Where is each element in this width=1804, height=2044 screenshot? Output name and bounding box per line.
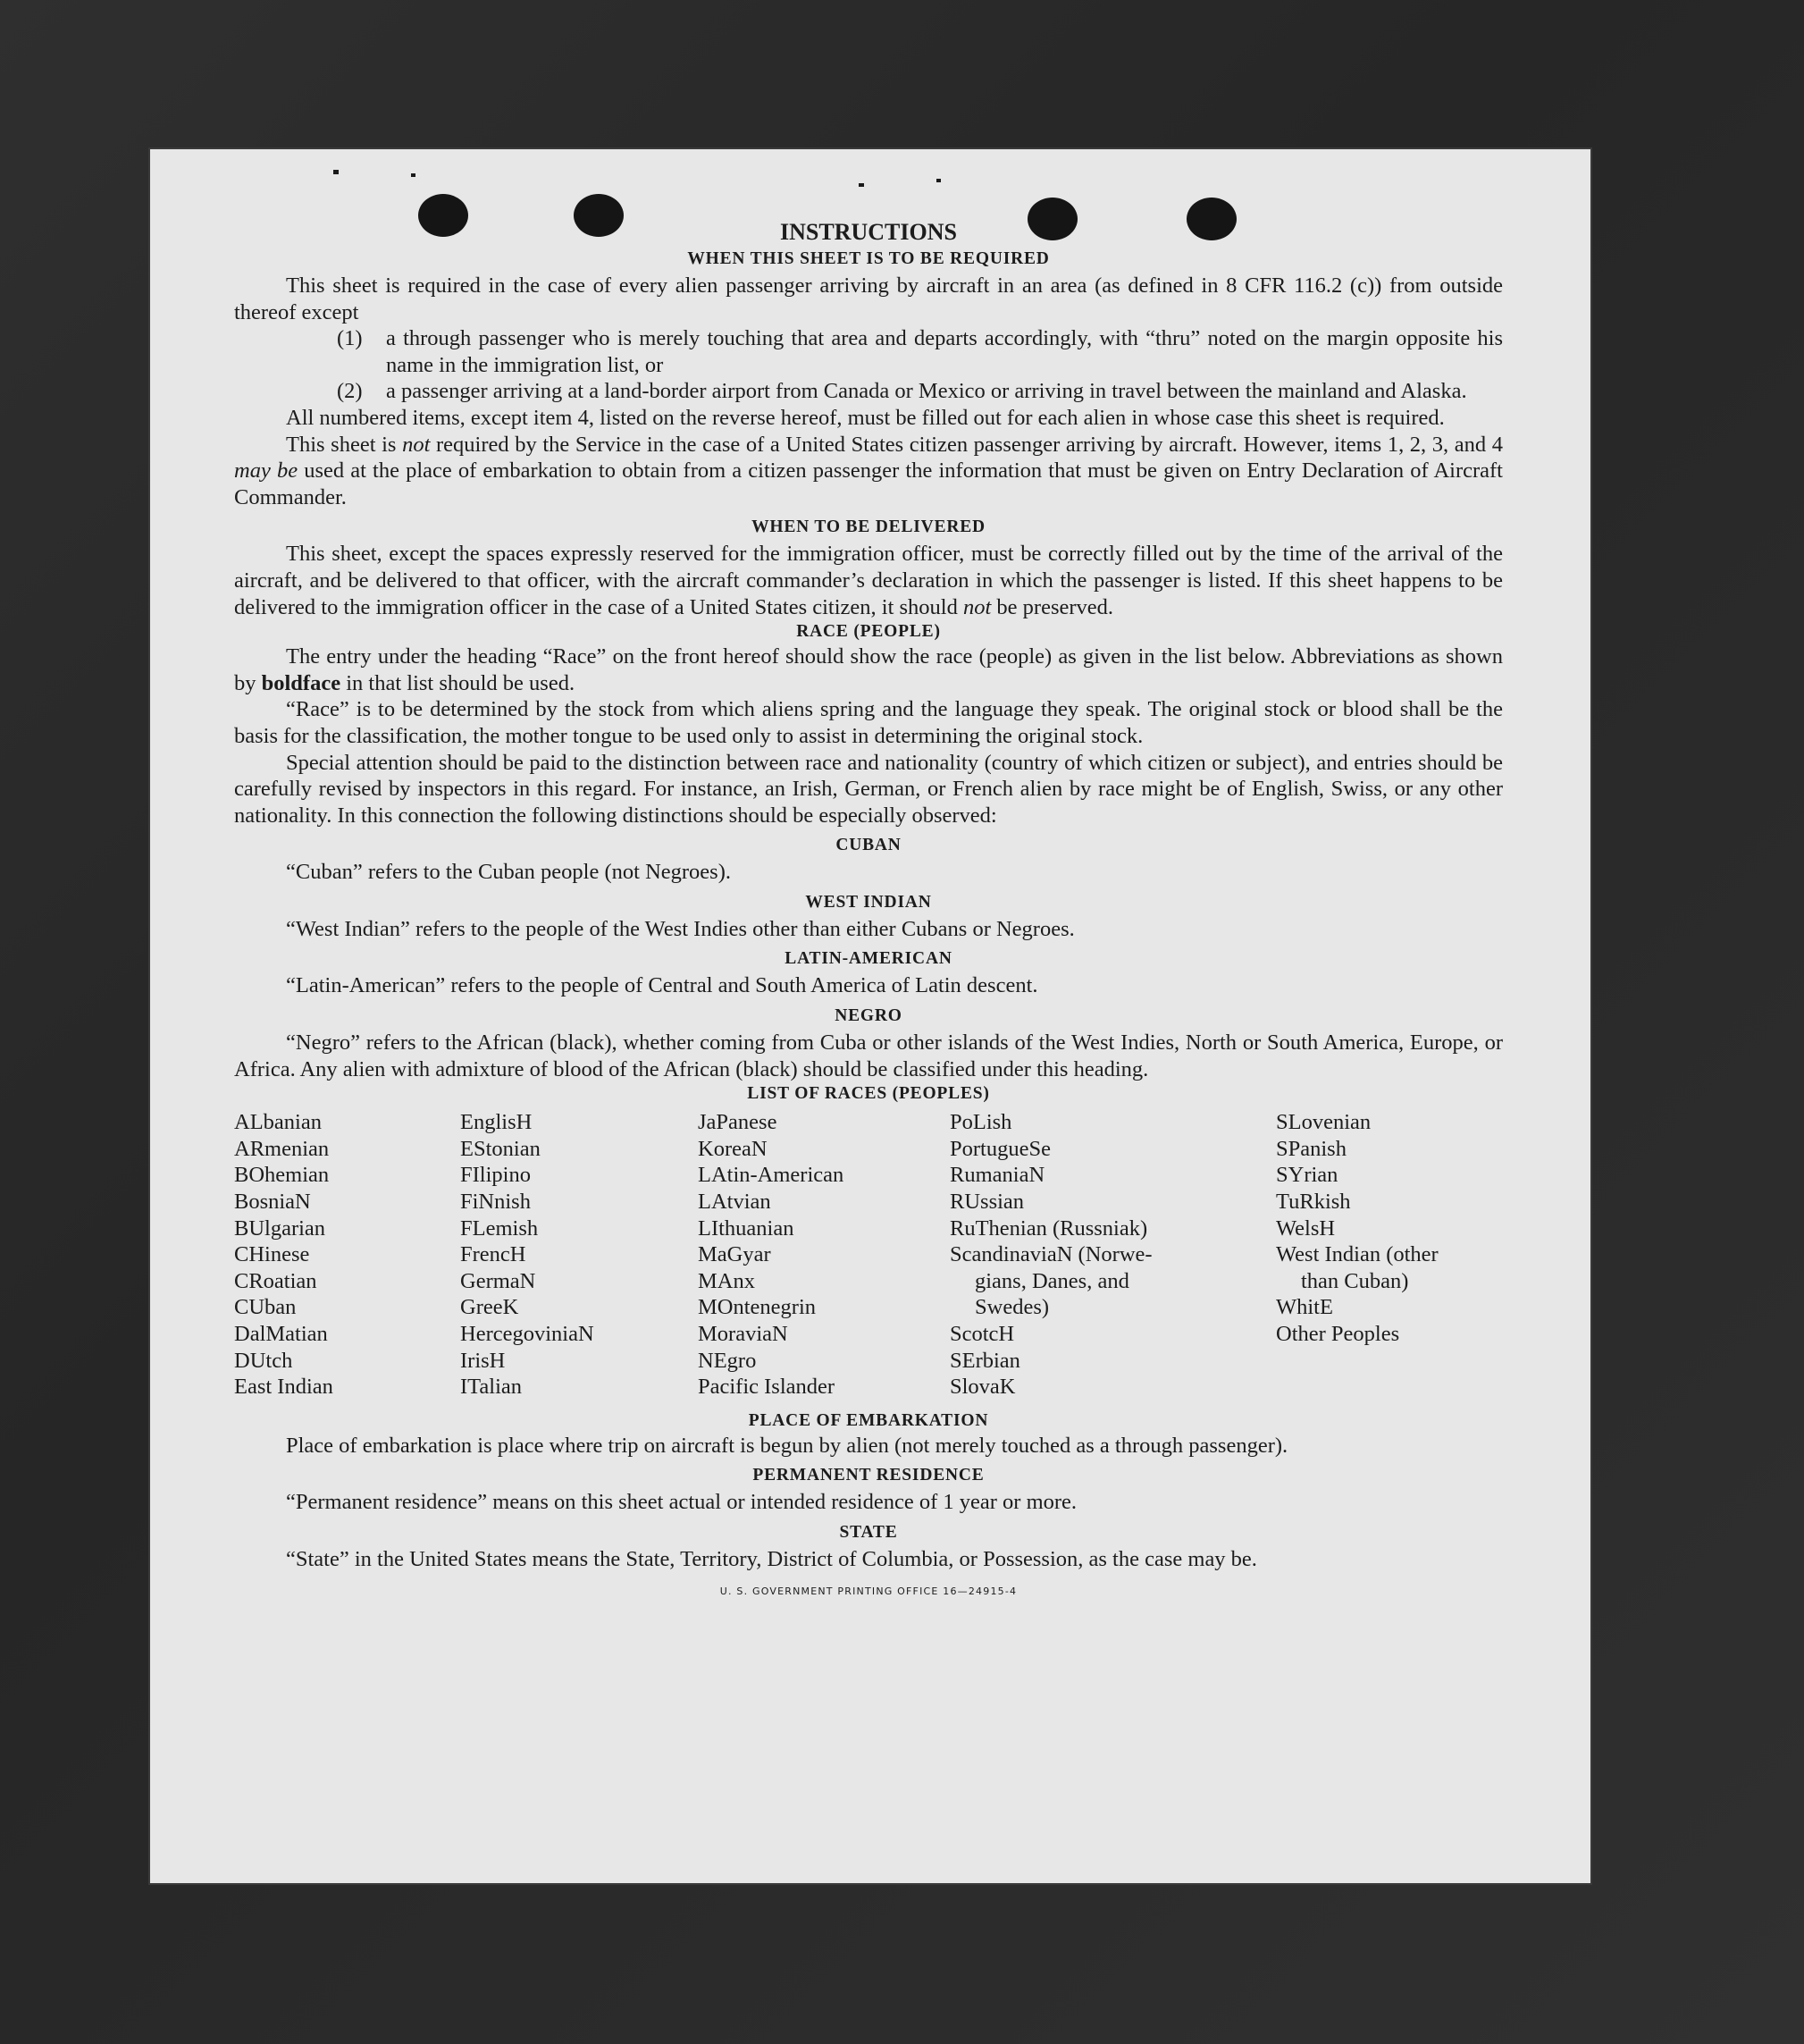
race-entry: FiNnish <box>460 1190 531 1215</box>
race-entry: ScotcH <box>950 1322 1015 1346</box>
race-entry: SErbian <box>950 1348 1020 1373</box>
text-run: This sheet is <box>286 432 403 457</box>
race-entry: LIthuanian <box>698 1215 794 1241</box>
text-run: required by the Service in the case of a United States citizen passenger arriving by aircraft. However, items 1, 2, 3, and 4 <box>430 432 1503 457</box>
paragraph: “Permanent residence” means on this sheet actual or intended residence of 1 year or more. <box>286 1490 1078 1515</box>
paragraph: This sheet is required in the case of every alien passenger arriving by aircraft in an area (as defined in 8 CFR 116.2 (c)) from outside thereof except <box>234 273 1503 324</box>
paragraph: Special attention should be paid to the distinction between race and nationality (country of which citizen or subject), and entries should be carefully revised by inspectors in this regard. For instance, an Irish, German, or French alien by race might be of English, Swiss, or any other nationality. In this connection the following distinctions should be especially observed: <box>234 750 1503 828</box>
race-entry: BosniaN <box>234 1190 311 1215</box>
item-text: a through passenger who is merely touching that area and departs accordingly, with “thru” noted on the margin opposite his name in the immigration list, or <box>386 326 1503 377</box>
race-entry: SlovaK <box>950 1375 1016 1400</box>
race-entry: CRoatian <box>234 1268 317 1293</box>
race-entry: Swedes) <box>975 1295 1050 1320</box>
heading-when-delivered: WHEN TO BE DELIVERED <box>751 517 986 537</box>
race-entry: HercegoviniaN <box>460 1322 594 1346</box>
heading-latin-american: LATIN-AMERICAN <box>785 949 952 969</box>
race-entry: EnglisH <box>460 1110 533 1135</box>
race-entry: ScandinaviaN (Norwe- <box>950 1242 1153 1267</box>
race-entry: East Indian <box>234 1375 333 1400</box>
scan-speck <box>936 179 941 182</box>
race-entry: FLemish <box>460 1215 539 1241</box>
race-entry: ITalian <box>460 1375 523 1400</box>
text-run: in that list should be used. <box>340 670 575 695</box>
scan-speck <box>333 170 339 174</box>
paragraph <box>234 541 1503 620</box>
heading-permanent-residence: PERMANENT RESIDENCE <box>752 1466 985 1485</box>
instructions-text <box>234 219 1503 1604</box>
race-entry: BUlgarian <box>234 1215 326 1241</box>
paragraph: “Latin-American” refers to the people of Central and South America of Latin descent. <box>286 973 1038 998</box>
text-run: The entry under the heading “Race” on the front hereof should show the race (people) as given in the list below. Abbreviations as shown by <box>234 644 1503 695</box>
race-entry: DalMatian <box>234 1322 328 1346</box>
race-entry: DUtch <box>234 1348 293 1373</box>
race-entry: SPanish <box>1276 1136 1347 1161</box>
text-run: used at the place of embarkation to obtain from a citizen passenger the information that must be given on Entry Declaration of Aircraft Commander. <box>234 458 1503 509</box>
paragraph: “Race” is to be determined by the stock from which aliens spring and the language they speak. The original stock or blood shall be the basis for the classification, the mother tongue to be used only to assist in determining the original stock. <box>234 697 1503 748</box>
page-title: INSTRUCTIONS <box>780 219 957 245</box>
race-entry: JaPanese <box>698 1110 777 1135</box>
race-entry: MaGyar <box>698 1242 771 1267</box>
race-entry: PortugueSe <box>950 1136 1051 1161</box>
race-entry: MAnx <box>698 1268 755 1293</box>
race-entry: FIlipino <box>460 1163 531 1188</box>
heading-when-required: WHEN THIS SHEET IS TO BE REQUIRED <box>687 249 1050 268</box>
race-entry: GermaN <box>460 1268 536 1293</box>
heading-list-of-races: LIST OF RACES (PEOPLES) <box>747 1084 990 1104</box>
races-table <box>234 1109 1503 1401</box>
item-number: (2) <box>337 379 363 404</box>
race-entry: WelsH <box>1276 1215 1336 1241</box>
paragraph: “State” in the United States means the State, Territory, District of Columbia, or Possession, as the case may be. <box>286 1546 1257 1571</box>
heading-cuban: CUBAN <box>835 836 902 855</box>
race-entry: LAtvian <box>698 1190 771 1215</box>
race-entry: LAtin-American <box>698 1163 844 1188</box>
paragraph: “Negro” refers to the African (black), whether coming from Cuba or other islands of the West Indies, North or South America, Europe, or Africa. Any alien with admixture of blood of the African (black) should be classified under this heading. <box>234 1030 1503 1081</box>
race-entry: MoraviaN <box>698 1322 788 1346</box>
race-entry: GreeK <box>460 1295 519 1320</box>
race-entry: Pacific Islander <box>698 1375 835 1400</box>
item-text: a passenger arriving at a land-border airport from Canada or Mexico or arriving in travel between the mainland and Alaska. <box>386 379 1467 404</box>
race-entry: CHinese <box>234 1242 310 1267</box>
race-entry: RuThenian (Russniak) <box>950 1215 1148 1241</box>
race-entry: West Indian (other <box>1276 1242 1439 1267</box>
heading-race: RACE (PEOPLE) <box>796 622 941 642</box>
race-entry: MOntenegrin <box>698 1295 816 1320</box>
race-entry: than Cuban) <box>1301 1268 1409 1293</box>
list-item <box>337 378 1503 405</box>
race-entry: SYrian <box>1276 1163 1338 1188</box>
race-entry: TuRkish <box>1276 1190 1351 1215</box>
races-column <box>234 1109 460 1401</box>
race-entry: RumaniaN <box>950 1163 1045 1188</box>
race-entry: KoreaN <box>698 1136 768 1161</box>
heading-state: STATE <box>839 1522 898 1542</box>
race-entry: BOhemian <box>234 1163 330 1188</box>
heading-west-indian: WEST INDIAN <box>805 892 932 912</box>
race-entry: FrencH <box>460 1242 526 1267</box>
emphasis: may be <box>234 458 298 484</box>
printing-office-footer: U. S. GOVERNMENT PRINTING OFFICE 16—24915-4 <box>719 1585 1018 1597</box>
race-entry: NEgro <box>698 1348 757 1373</box>
text-run: This sheet, except the spaces expressly reserved for the immigration officer, must be correctly filled out by the time of the arrival of the aircraft, and be delivered to that officer, with the aircraft commander’s declaration in which the passenger is listed. If this sheet happens to be delivered to the immigration officer in the case of a United States citizen, it should <box>234 542 1503 619</box>
paragraph: All numbered items, except item 4, listed on the reverse hereof, must be filled out for each alien in whose case this sheet is required. <box>286 405 1445 430</box>
race-entry: ALbanian <box>234 1110 322 1135</box>
heading-place-of-embarkation: PLACE OF EMBARKATION <box>748 1410 989 1430</box>
race-entry: Other Peoples <box>1276 1322 1400 1346</box>
document-page <box>150 149 1590 1883</box>
race-entry: gians, Danes, and <box>975 1268 1129 1293</box>
emphasis: not <box>402 432 431 457</box>
races-column <box>950 1109 1276 1401</box>
bold-text: boldface <box>261 670 341 695</box>
text-run: be preserved. <box>991 594 1114 619</box>
race-entry: SLovenian <box>1276 1110 1372 1135</box>
paragraph: “West Indian” refers to the people of the West Indies other than either Cubans or Negroes. <box>286 916 1075 941</box>
paragraph: “Cuban” refers to the Cuban people (not Negroes). <box>286 860 731 885</box>
race-entry: CUban <box>234 1295 297 1320</box>
list-item <box>337 325 1503 378</box>
race-entry: PoLish <box>950 1110 1012 1135</box>
emphasis: not <box>962 594 992 619</box>
paragraph <box>234 643 1503 696</box>
scan-speck <box>411 173 415 177</box>
race-entry: WhitE <box>1276 1295 1333 1320</box>
races-column <box>460 1109 698 1401</box>
races-column <box>1276 1109 1503 1401</box>
races-column <box>698 1109 950 1401</box>
race-entry: EStonian <box>460 1136 541 1161</box>
heading-negro: NEGRO <box>835 1006 902 1026</box>
race-entry: IrisH <box>460 1348 506 1373</box>
race-entry: RUssian <box>950 1190 1025 1215</box>
item-number: (1) <box>337 326 363 351</box>
race-entry: ARmenian <box>234 1136 330 1161</box>
paragraph: Place of embarkation is place where trip on aircraft is begun by alien (not merely touched as a through passenger). <box>286 1433 1288 1458</box>
scan-speck <box>859 183 864 187</box>
paragraph <box>234 432 1503 511</box>
